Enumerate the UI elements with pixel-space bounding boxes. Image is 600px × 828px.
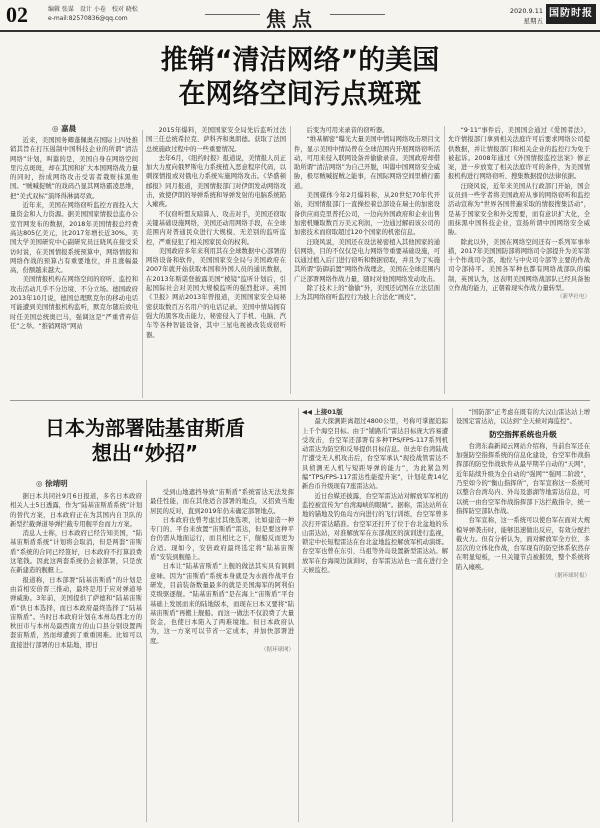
editor-info <box>48 5 138 23</box>
paragraph: 美国媒体今年2月爆料称，从20世纪70年代开始，美国情报部门一直操控着总部设在瑞士的加密设备供应商克里普托公司，一边向外国政府和企业出售加密机赚取数百万美元利润，一边通过解码该公司的加密技术而窃取超过120个国家的机密信息。 <box>294 192 440 237</box>
article3-column-1 <box>302 408 448 822</box>
paragraph: 最大探测距离超过4800公里，号称可掌握追踪上千个海空目标。由于“铺路爪”雷达目标庞大容易遭受攻击，台空军还部署有多种TPS/FPS-117系列机动雷达为防空和反导提供目标信息。但去年台湾陆战厅遭受无人机攻击后，台空军承认“现役战管雷达不具侦测无人机与短距导弹的能力”，为此紧急列编“TPS/FPS-117雷达性能提升案”，计划花费14亿新台币升级现有7座雷达站。 <box>302 418 448 491</box>
section-divider-left <box>205 14 260 15</box>
paragraph: 不仅窃听盟友暗算人、攻击对手，美国还窃取关键基础设施网络，美国还动用网络手段，在全球范围内对普通民众进行大规模、无差别的监听监控，严重侵犯了相关国家民众的权利。 <box>146 210 286 246</box>
paragraph: 去年6月，《纽约时报》报道说，美情报人员正加大力度向俄罗斯电力系统植入恶意程序代码，以刺探情报或对俄电力系统实施网络攻击。《华盛顿邮报》同月报道，美国情报部门对伊朗发动网络攻击，致使伊朗的导弹系统和导弹发射的电脑系统陷入瘫痪。 <box>146 154 286 209</box>
paragraph: 据日本共同社9月6日报道，多名日本政府相关人士5日透露，作为“陆基宙斯盾系统”计划的替代方案，日本政府正在为其国内自卫队的新型拦截弹道导弹拦截专用舰平台而力方案。 <box>10 493 142 528</box>
article2-headline <box>30 416 260 466</box>
paragraph: 台湾东森新闻云网站介绍称，当前台军还在加强防空指挥系统的信息化建设，台空军作战指挥部的防空作战软件从最早期半自动的“天网”，近年陆续升级为全自动的“强网”“强网二阶段”，乃至如今的“衡山指挥所”，台军宣称这一系统可以整合台湾岛内、外岛及澎湖等地雷达信息，可以统一由台空军作战指挥部下达拦截指令，统一指挥防空部队作战。 <box>456 442 590 515</box>
editor-email: e-mail:82570836@qq.com <box>48 15 128 22</box>
paragraph: 近日台媒还披露，台空军雷达站对解放军军机的监控被宣传为“台湾海峡的眼睛”。据称，雷达站所在地的锚地及钓鱼岛方向进行的飞行训练，台空军曾多次打开雷达瞄准。台空军还打开了位于台北盆地的乐山雷达站，对准解放军在东部战区的演训进行监视，锁定中长短程雷达在台北盆地监控解放军机动演练。台空军也曾在东引、马祖等外岛设置新型雷达站。解放军在台海周边演训时，台军雷达站也一直在进行全天候监控。 <box>302 492 448 575</box>
article2-column-2 <box>150 488 294 822</box>
paragraph: 除此以外，美国在网络空间还有一系列军事举措，2017年美国国防部将网络司令部提升为美军第十个作战司令部，地位与中央司令部等主要的作战司令部持平。美国各军种也都有网络战部队的编制，英国认为，这表明美国网络战部队已经具备独立作战的能力，正朝着现实作战力量转型。 <box>448 238 590 293</box>
page-header <box>0 0 600 32</box>
paragraph: 台军宣称，这一系统可以使台军在面对大规模导弹袭击时，能够迅速做出反应，有效分配拦截火力。但有分析认为，面对解放军全方位、多层次的立体化作战，台军现有的防空体系依然存在明显短板，一旦关键节点被摧毁，整个系统将陷入瘫痪。 <box>456 517 590 571</box>
section-separator <box>10 400 590 401</box>
continuation-marker: ◀◀ 上接01版 <box>302 408 343 416</box>
editor-line: 编辑 张谋 设计 小卷 校对 晓松 <box>48 6 138 13</box>
article1-byline: （新华社电） <box>556 294 590 301</box>
paragraph: 日本让“陆基宙斯盾”上舰的做法其实具有讽刺意味。因为“宙斯盾”系统本身就是为水面作战平台研发，目前装备数量最多的就是美国海军的阿利伯克级驱逐舰。“陆基宙斯盾”是在海上“宙斯盾”平台基础上发展而来的陆地版本，而现在日本又要将“陆基宙斯盾”再搬上舰船。而这一做法不仅浪费了大量资金，也使日本陷入了两难境地。但日本政府认为，这一方案可以节省一定成本，并加快部署进度。 <box>150 563 294 645</box>
article2-byline: （据环球网） <box>260 647 294 654</box>
column-divider <box>146 480 147 822</box>
paragraph: 日本政府也曾考虑过其他选项，比如建造一种专门的、平台来放置“宙斯盾”雷达，但是要这种平台仍需从地面运行，而且相比之下，舰船反而更为合适。现如今，安倍政府最终选定将“陆基宙斯盾”安装到舰船上。 <box>150 516 294 562</box>
subheading: 防空指挥系统也升级 <box>489 429 557 439</box>
weekday-text: 星期五 <box>523 17 543 25</box>
article2-author: ◎ 徐靖明 <box>36 479 68 488</box>
headline-line: 推销“清洁网络”的美国 <box>160 45 440 76</box>
article1-column-3 <box>294 126 440 394</box>
section-divider-right <box>330 14 385 15</box>
column-divider <box>298 408 299 822</box>
paragraph: 受到山地遮挡导致“宙斯盾”系统雷达无法发挥最佳性能，而在其他适合部署的地点，又招致当地居民的反对，直到2019年仍未确定部署地点。 <box>150 489 294 515</box>
paragraph: “9·11”事件后，美国国会通过《爱国者法》，允许情报部门拿到相关法庭许可后要求网络公司提供数据，并让情报部门和相关企业的监控行为免于被起诉。2008年通过《外国情报监控法案》修正案，进一步放宽了相关法庭许可的条件，为美国情报机构进行网络窃听、搜集数据提供法律依据。 <box>448 127 590 181</box>
column-divider <box>452 408 453 822</box>
paragraph: “维基解密”曝光大量美国中情局网络攻击项目文件，显示美国中情局曾在全球范围内开展网络窃听活动，可用来侵入联网设备并偷偷录音。美国政府却借助所谓“清洁网络”为自己开脱，叫嚣中国网络安全威胁，极尽贼喊捉贼之能事，在国际网络空间里横行霸道。 <box>294 136 440 190</box>
paragraph: 汪晓风说，近年来美国从行政部门开始，国会议员到一些学者将美国政府从事的网络窃听和监控活动宣称为“世界各国普遍采取的情报搜集活动”，是基于国家安全和外交需要，而有意识扩大化，全面抹黑中国科技企业，宣扬所谓中国网络安全威胁。 <box>448 182 590 237</box>
paragraph: 报道称，日本部署“陆基宙斯盾”的计划是由首相安倍晋三推动，最终是用于应对弹道导弹威胁。3年前，美国提供了萨德和“陆基宙斯盾”供日本选择，而日本政府最终选择了“陆基宙斯盾”。当时日本政府计划在本州岛西北方的秋田市与本州岛最西南方的山口县分别设置两套宙斯盾，然而却遭到了重重困难。比如可以直接进行部署的日本陆地，即日 <box>10 576 142 649</box>
paragraph: 2015年爆料，美国国家安全局先后监听过法国三任总统希拉克、萨科齐和奥朗德。获取了法国总统施政过程中的一些重要情况。 <box>146 127 286 153</box>
headline-line: 在网络空间污点斑斑 <box>178 79 422 110</box>
column-divider <box>290 126 291 394</box>
page-number: 02 <box>6 2 28 27</box>
article2-column-1 <box>10 492 142 822</box>
column-divider <box>444 126 445 394</box>
article1-column-1 <box>10 136 138 394</box>
paragraph: 除了技术上的“偷偷”外，美国还试图在立法层面上为其网络窃听监控行为披上合法化“画皮”。 <box>294 285 440 302</box>
issue-date <box>488 6 543 26</box>
newspaper-logo: 国防时报 <box>546 4 596 24</box>
paragraph: 美国情报机构在网络空间的窃听、监控和攻击活动几乎不分边境、不分立场。德国政府2013年10月说，德国总理默克尔的移动电话可能遭到美国情报机构监听，默克尔随后致电时任美国总统奥巴马，强调这是“严重背弃信任”之举。“推销网络”网站 <box>10 276 138 330</box>
section-title: 焦点 <box>266 7 318 31</box>
article1-headline <box>90 44 510 112</box>
paragraph: 近年来，美国在网络窃听监控方面投入大量资金和人力资源。据美国国家情报总监办公室官网发布的数据，2018年美国情报总经费高达805亿美元，比2017年增长近30%。美国大学美国研究中心副研究员汪晓风在接受采访时说，在美国情报系统预算中，网络情报和网络作战的预算占有重要地位，并且涨幅最高，份额越来越大。 <box>10 202 138 275</box>
paragraph: 汪晓风说，美国还在设法秘密植入其他国家的通信网络，目的不仅仅是电力网络等重要基础设施，可以通过植入后门进行窃听和数据窃取，并且为了实施其所谓“防御前置”网络作战理念，美国在全球范围内广泛部署网络作战力量，随时对他国网络发动攻击。 <box>294 238 440 283</box>
article1-column-4 <box>448 126 590 394</box>
date-text: 2020.9.11 <box>509 7 543 15</box>
paragraph: 消息人士称，日本政府已经告知美国，“陆基宙斯盾系统”计划将会取消，但是两套“宙斯盾”系统的合同已经签好，日本政府不打算浪费这笔钱。因此这两套系统仍会被部署，只是放在新建造的舰艇上。 <box>10 530 142 575</box>
paragraph: 后变为可用来录音的窃听器。 <box>306 127 389 134</box>
headline-line: 想出“妙招” <box>91 441 199 465</box>
paragraph: 美国政府多年来利用其在全球数据中心部署的网络设备和软件，美国国家安全局与美国政府在2007年就开始获取本国和外国人员的通讯数据，在2013年斯诺登披露美国“棱镜”监听计划后，引起国际社会对美国大规模监听的强烈批评。英国《卫报》网站2013年曾报道，美国国家安全局秘密获取数百万名用户的电话记录。美国中情局拥有强大的黑客攻击能力，秘密侵入了手机、电脑、汽车等各种智能设备，其中三星电视被改装成窃听器。 <box>146 247 286 339</box>
article1-author: ◎ 嘉晨 <box>52 124 77 133</box>
headline-line: 日本为部署陆基宙斯盾 <box>45 416 245 440</box>
paragraph: 近来，美国国务卿蓬佩奥在国际上四处推销其旨在打压遏制中国科技企业的所谓“清洁网络”计划，叫嚣的是，美国自身在网络空间里污点斑斑，却在其国和扩大本国网络战力量的同时，扮成网络攻击受害者栽赃抹黑他国。“贼喊捉贼”的戏码凸显其网络霸凌思维，把“美式双标”演绎得淋漓尽致。 <box>10 137 138 200</box>
article1-column-2 <box>146 126 286 394</box>
paragraph: “国防部”正考虑在既有的大汉山雷达站上增设国定雷达站，以达到“全天候对海监控”。 <box>456 409 590 426</box>
article3-byline: （据环球时报） <box>551 573 590 580</box>
article3-column-2 <box>456 408 590 822</box>
column-divider <box>142 130 143 398</box>
